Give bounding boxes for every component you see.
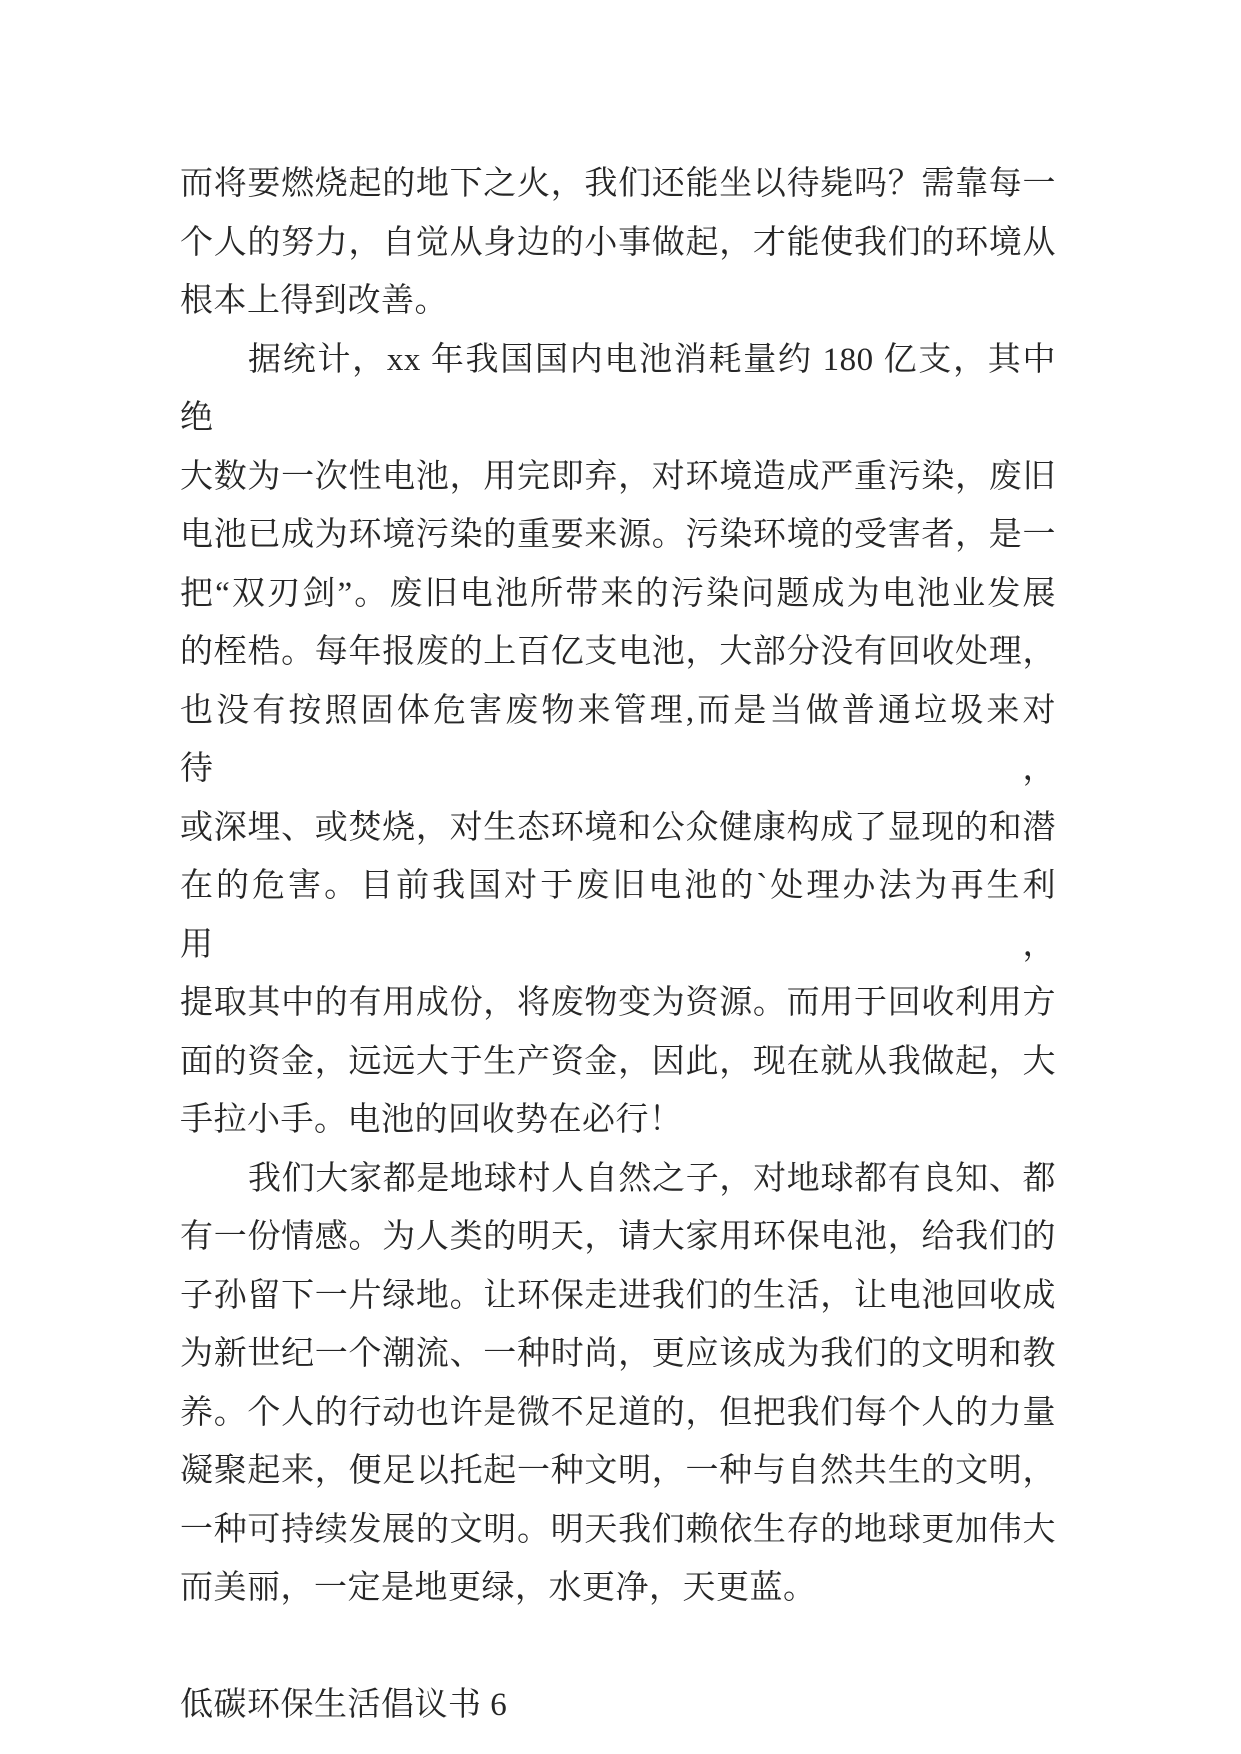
- text-line: 大数为一次性电池，用完即弃，对环境造成严重污染，废旧: [180, 458, 1056, 495]
- text-line: 一种可持续发展的文明。明天我们赖依生存的地球更加伟大: [180, 1511, 1056, 1548]
- text-line: 电池已成为环境污染的重要来源。污染环境的受害者，是一: [180, 517, 1056, 553]
- text-line: 在的危害。目前我国对于废旧电池的`处理办法为再生利用，: [180, 868, 1056, 963]
- section-heading: 低碳环保生活倡议书 6: [180, 1687, 508, 1723]
- text-line: 面的资金，远远大于生产资金，因此，现在就从我做起，大: [180, 1043, 1056, 1080]
- text-line: 把“双刃剑”。废旧电池所带来的污染问题成为电池业发展: [180, 575, 1056, 612]
- text-line: 为新世纪一个潮流、一种时尚，更应该成为我们的文明和教: [180, 1336, 1056, 1372]
- text-line: 的桎梏。每年报废的上百亿支电池，大部分没有回收处理，: [180, 634, 1056, 670]
- text-line: 个人的努力，自觉从身边的小事做起，才能使我们的环境从: [180, 224, 1056, 261]
- text-line: 我们大家都是地球村人自然之子，对地球都有良知、都: [248, 1160, 1056, 1197]
- text-line: 根本上得到改善。: [180, 283, 448, 319]
- text-line: 养。个人的行动也许是微不足道的，但把我们每个人的力量: [180, 1394, 1056, 1431]
- text-line: 也没有按照固体危害废物来管理,而是当做普通垃圾来对待，: [180, 692, 1056, 787]
- document-content: [180, 155, 1056, 1735]
- text-line: 而美丽，一定是地更绿，水更净，天更蓝。: [180, 1570, 817, 1606]
- text-line: 而将要燃烧起的地下之火，我们还能坐以待毙吗？需靠每一: [180, 166, 1056, 202]
- text-line: 子孙留下一片绿地。让环保走进我们的生活，让电池回收成: [180, 1277, 1056, 1314]
- text-line: 据统计，xx 年我国国内电池消耗量约 180 亿支，其中绝: [180, 341, 1056, 436]
- text-line: 提取其中的有用成份，将废物变为资源。而用于回收利用方: [180, 985, 1056, 1021]
- text-line: 或深埋、或焚烧，对生态环境和公众健康构成了显现的和潜: [180, 809, 1056, 846]
- text-line: 有一份情感。为人类的明天，请大家用环保电池，给我们的: [180, 1219, 1056, 1255]
- document-body: [180, 155, 1056, 1618]
- text-line: 手拉小手。电池的回收势在必行！: [180, 1102, 683, 1138]
- text-line: 凝聚起来，便足以托起一种文明，一种与自然共生的文明，: [180, 1453, 1056, 1489]
